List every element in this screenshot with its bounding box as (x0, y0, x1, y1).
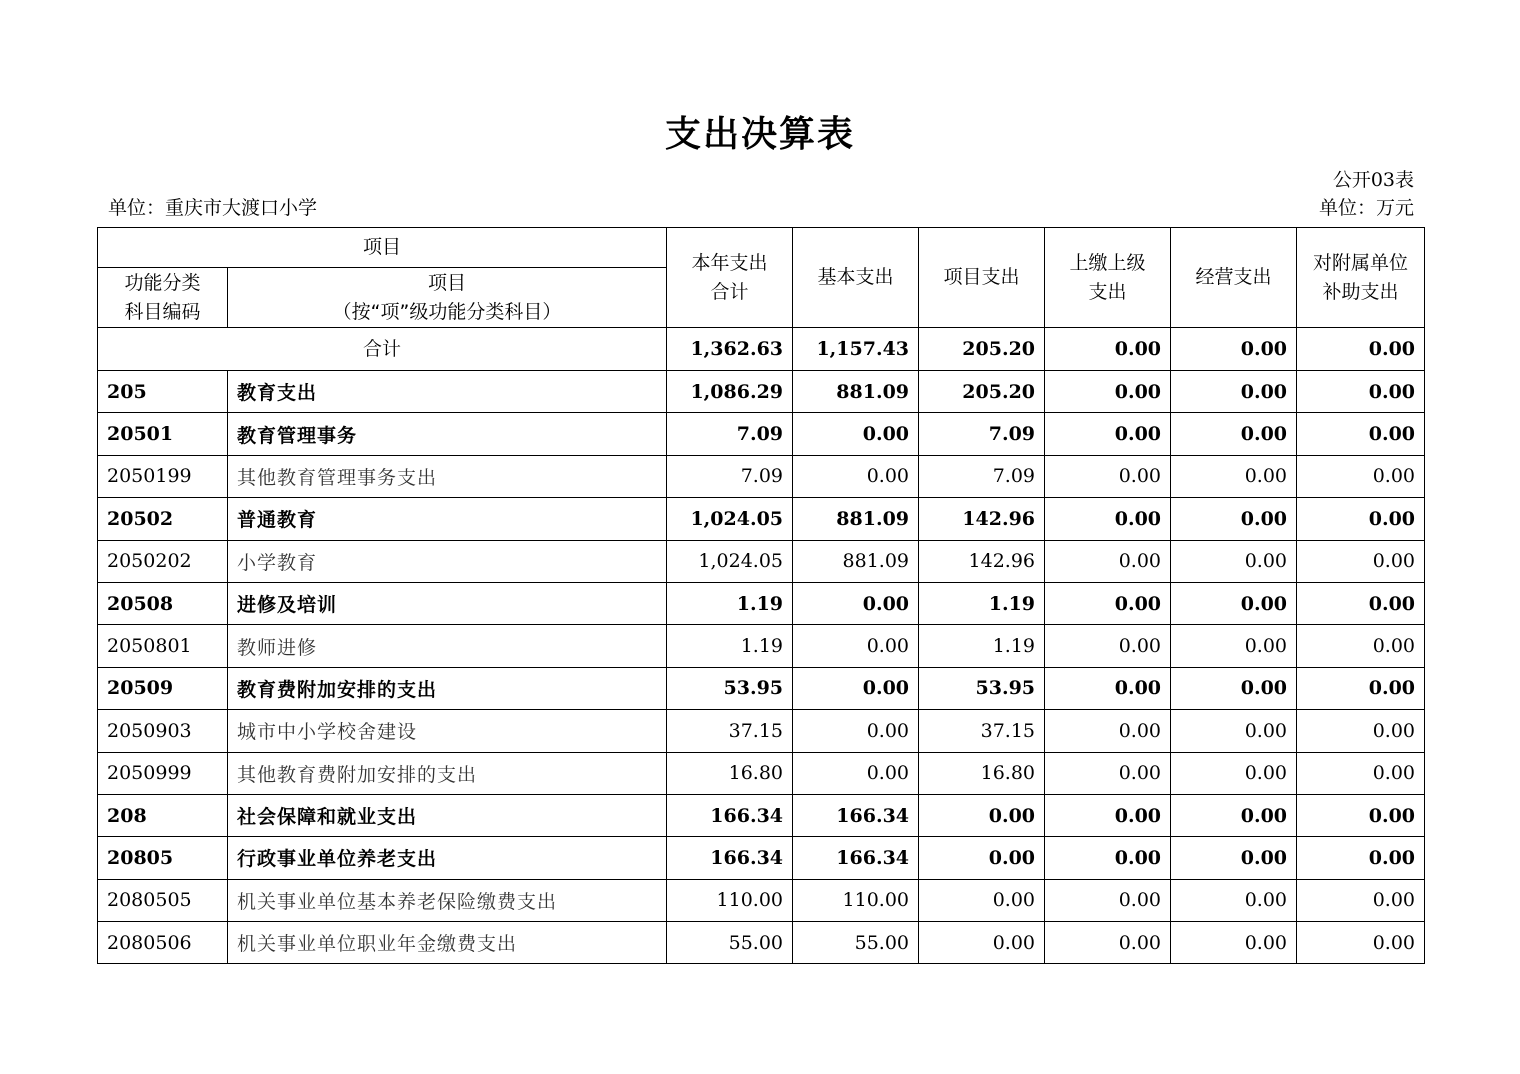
header-basic: 基本支出 (793, 228, 919, 328)
row-value: 0.00 (1045, 837, 1171, 879)
row-value: 0.00 (1297, 498, 1425, 540)
row-name: 教育管理事务 (228, 413, 667, 455)
row-value: 0.00 (1297, 837, 1425, 879)
table-row (98, 582, 1425, 624)
row-value: 881.09 (793, 371, 919, 413)
row-value: 0.00 (1171, 455, 1297, 497)
row-name: 教育支出 (228, 371, 667, 413)
row-value: 7.09 (667, 413, 793, 455)
row-value: 0.00 (1297, 794, 1425, 836)
total-value: 205.20 (919, 328, 1045, 371)
row-value: 881.09 (793, 540, 919, 582)
row-value: 0.00 (1171, 879, 1297, 921)
table-row (98, 794, 1425, 836)
row-value: 0.00 (1297, 667, 1425, 709)
row-value: 0.00 (793, 710, 919, 752)
row-name: 普通教育 (228, 498, 667, 540)
row-value: 1.19 (919, 625, 1045, 667)
row-name: 社会保障和就业支出 (228, 794, 667, 836)
row-value: 0.00 (1045, 667, 1171, 709)
row-value: 0.00 (1171, 371, 1297, 413)
row-code: 2050999 (98, 752, 228, 794)
row-code: 2050202 (98, 540, 228, 582)
row-name: 其他教育费附加安排的支出 (228, 752, 667, 794)
row-value: 110.00 (667, 879, 793, 921)
row-value: 0.00 (1171, 413, 1297, 455)
row-code: 2050199 (98, 455, 228, 497)
row-value: 0.00 (1045, 752, 1171, 794)
row-code: 20502 (98, 498, 228, 540)
row-code: 20508 (98, 582, 228, 624)
row-name: 机关事业单位基本养老保险缴费支出 (228, 879, 667, 921)
table-row (98, 922, 1425, 964)
table-row (98, 498, 1425, 540)
table-row (98, 371, 1425, 413)
row-value: 37.15 (919, 710, 1045, 752)
row-value: 0.00 (1297, 540, 1425, 582)
header-total: 本年支出 合计 (667, 228, 793, 328)
total-value: 0.00 (1045, 328, 1171, 371)
row-value: 0.00 (793, 413, 919, 455)
row-value: 0.00 (793, 582, 919, 624)
row-name: 小学教育 (228, 540, 667, 582)
expenditure-table (97, 227, 1425, 964)
row-value: 110.00 (793, 879, 919, 921)
row-value: 0.00 (1171, 625, 1297, 667)
header-project-expense: 项目支出 (919, 228, 1045, 328)
table-row (98, 455, 1425, 497)
row-value: 0.00 (919, 922, 1045, 964)
row-code: 20509 (98, 667, 228, 709)
row-name: 行政事业单位养老支出 (228, 837, 667, 879)
total-value: 1,362.63 (667, 328, 793, 371)
row-value: 0.00 (1171, 837, 1297, 879)
currency-unit: 单位：万元 (1318, 197, 1414, 219)
row-value: 0.00 (919, 879, 1045, 921)
row-value: 166.34 (793, 794, 919, 836)
row-name: 进修及培训 (228, 582, 667, 624)
row-value: 0.00 (1297, 582, 1425, 624)
row-value: 0.00 (1171, 752, 1297, 794)
row-value: 0.00 (1045, 879, 1171, 921)
row-value: 1,024.05 (667, 498, 793, 540)
row-value: 0.00 (1171, 498, 1297, 540)
form-number: 公开03表 (1332, 169, 1414, 191)
row-value: 0.00 (1045, 794, 1171, 836)
row-value: 0.00 (1297, 710, 1425, 752)
total-value: 1,157.43 (793, 328, 919, 371)
row-value: 0.00 (1171, 540, 1297, 582)
row-value: 166.34 (667, 837, 793, 879)
row-value: 1,086.29 (667, 371, 793, 413)
row-value: 0.00 (1045, 540, 1171, 582)
row-value: 0.00 (1045, 371, 1171, 413)
header-upper: 上缴上级 支出 (1045, 228, 1171, 328)
row-value: 0.00 (1171, 922, 1297, 964)
page-title: 支出决算表 (664, 114, 855, 155)
row-value: 0.00 (919, 794, 1045, 836)
row-value: 1.19 (667, 625, 793, 667)
row-value: 1,024.05 (667, 540, 793, 582)
row-value: 0.00 (793, 625, 919, 667)
reporting-unit: 单位：重庆市大渡口小学 (108, 197, 318, 219)
row-value: 0.00 (919, 837, 1045, 879)
table-row (98, 710, 1425, 752)
total-value: 0.00 (1297, 328, 1425, 371)
total-value: 0.00 (1171, 328, 1297, 371)
row-value: 0.00 (1171, 582, 1297, 624)
row-name: 教师进修 (228, 625, 667, 667)
row-value: 881.09 (793, 498, 919, 540)
row-value: 142.96 (919, 540, 1045, 582)
table-row (98, 667, 1425, 709)
row-code: 2080505 (98, 879, 228, 921)
header-row-1 (98, 228, 1425, 268)
row-value: 0.00 (793, 752, 919, 794)
row-code: 20805 (98, 837, 228, 879)
row-code: 2050801 (98, 625, 228, 667)
header-project: 项目 (98, 228, 667, 268)
header-business: 经营支出 (1171, 228, 1297, 328)
row-value: 0.00 (793, 455, 919, 497)
header-subsidy: 对附属单位 补助支出 (1297, 228, 1425, 328)
row-code: 2080506 (98, 922, 228, 964)
row-value: 0.00 (1045, 625, 1171, 667)
row-value: 0.00 (1297, 879, 1425, 921)
row-value: 0.00 (1297, 413, 1425, 455)
total-row (98, 328, 1425, 371)
row-value: 0.00 (1045, 498, 1171, 540)
row-value: 0.00 (1171, 794, 1297, 836)
row-code: 20501 (98, 413, 228, 455)
table-row (98, 837, 1425, 879)
row-value: 0.00 (1045, 413, 1171, 455)
row-value: 0.00 (1171, 667, 1297, 709)
row-value: 0.00 (1045, 455, 1171, 497)
row-code: 205 (98, 371, 228, 413)
row-value: 166.34 (793, 837, 919, 879)
row-name: 教育费附加安排的支出 (228, 667, 667, 709)
table-row (98, 879, 1425, 921)
row-value: 0.00 (1045, 582, 1171, 624)
row-value: 1.19 (919, 582, 1045, 624)
table-row (98, 413, 1425, 455)
row-value: 0.00 (1045, 710, 1171, 752)
row-value: 7.09 (667, 455, 793, 497)
row-value: 0.00 (1297, 455, 1425, 497)
table-row (98, 540, 1425, 582)
header-code: 功能分类 科目编码 (98, 268, 228, 328)
row-code: 2050903 (98, 710, 228, 752)
row-value: 0.00 (793, 667, 919, 709)
table-row (98, 752, 1425, 794)
row-value: 53.95 (667, 667, 793, 709)
row-value: 7.09 (919, 413, 1045, 455)
row-value: 0.00 (1045, 922, 1171, 964)
row-value: 166.34 (667, 794, 793, 836)
row-name: 机关事业单位职业年金缴费支出 (228, 922, 667, 964)
row-value: 142.96 (919, 498, 1045, 540)
row-value: 16.80 (667, 752, 793, 794)
row-value: 0.00 (1297, 625, 1425, 667)
row-value: 0.00 (1297, 371, 1425, 413)
table-row (98, 625, 1425, 667)
row-code: 208 (98, 794, 228, 836)
row-value: 0.00 (1297, 922, 1425, 964)
row-value: 1.19 (667, 582, 793, 624)
row-value: 0.00 (1171, 710, 1297, 752)
row-name: 其他教育管理事务支出 (228, 455, 667, 497)
row-value: 205.20 (919, 371, 1045, 413)
row-value: 55.00 (667, 922, 793, 964)
row-value: 0.00 (1297, 752, 1425, 794)
row-value: 16.80 (919, 752, 1045, 794)
row-value: 53.95 (919, 667, 1045, 709)
row-value: 55.00 (793, 922, 919, 964)
total-label: 合计 (98, 328, 667, 371)
header-name: 项目 （按“项”级功能分类科目） (228, 268, 667, 328)
row-name: 城市中小学校舍建设 (228, 710, 667, 752)
row-value: 37.15 (667, 710, 793, 752)
row-value: 7.09 (919, 455, 1045, 497)
